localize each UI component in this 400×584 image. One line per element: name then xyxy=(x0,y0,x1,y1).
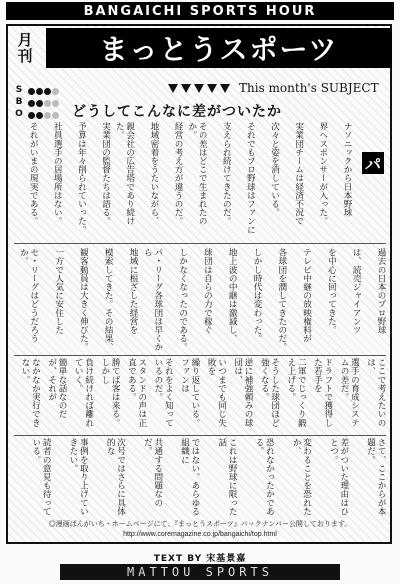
triangle-icon xyxy=(194,84,204,93)
article-column: 界へスポンサーが入った。 xyxy=(317,122,328,226)
article-column: 逆に補強頼みの球団は、 xyxy=(232,358,254,427)
article-column: 差がついた理由はひとつ。 xyxy=(328,438,349,516)
article-column: 社員選手の居場所はない。 xyxy=(52,122,63,226)
article-column: は、読売ジャイアンツ xyxy=(351,248,362,334)
tier-divider xyxy=(14,355,386,356)
sbo-dot xyxy=(36,112,43,119)
article-column: ではない。あらゆる組織に xyxy=(179,438,200,516)
article-column: それがいまの現実である。 xyxy=(28,122,39,226)
article-column: 予算は年々削られていった。 xyxy=(76,122,87,234)
triangle-icon xyxy=(181,84,191,93)
article-column: 負け続ければ離れていく。 xyxy=(73,358,94,427)
article-column: 地域に根ざした経営を xyxy=(128,248,139,334)
article-column: さて、ここからが本題だ。 xyxy=(365,438,386,516)
article-column: 勝てば客は来る。しかし xyxy=(99,358,121,427)
backnumber-note: ◎漫画ばんがいち・ホームページにて、『まっとうスポーツ』バックナンバー公開しております。 xyxy=(48,521,352,528)
triangle-icon xyxy=(220,84,230,93)
article-column: テレビ中継の放映権料が xyxy=(301,248,312,343)
masthead xyxy=(8,26,392,70)
article-column: 各球団を潤してきたのだ。 xyxy=(276,248,287,352)
article-column: いつまでも同じ失敗を xyxy=(206,358,227,427)
subject-label: This month's SUBJECT xyxy=(239,81,379,95)
sbo-count-dots xyxy=(28,86,60,122)
sbo-dot xyxy=(52,112,59,119)
monthly-mark xyxy=(10,28,40,68)
sbo-letters xyxy=(12,84,26,120)
sbo-dot xyxy=(28,112,35,119)
sbo-dot xyxy=(52,88,59,95)
article-column: 変わることを恐れたか、 xyxy=(291,438,312,516)
monthly-mark-char-1: 月 xyxy=(17,31,33,49)
bottom-banner: MATTOU SPORTS xyxy=(60,564,340,580)
article-column: 二軍でじっくり鍛え上げる。 xyxy=(285,358,307,427)
article-column: 球団は自らの力で稼ぐ xyxy=(202,248,213,334)
article-column: スタンドの声は正直である。 xyxy=(126,358,147,427)
author-credit: TEXT BY 宋基景嘉 xyxy=(153,554,247,564)
article-column: しかなくなったのである。 xyxy=(177,248,188,352)
article-column: ナソニックから日本野球 xyxy=(342,122,352,217)
triangle-icon xyxy=(168,84,178,93)
sbo-dot xyxy=(36,100,43,107)
article-column: 次々と姿を消している。 xyxy=(269,122,280,217)
article-column: 恐れなかったかである。 xyxy=(253,438,275,516)
article-column: 地域密着をうたいながら、 xyxy=(148,122,159,226)
article-column: ここで考えたいのは、 xyxy=(365,358,386,427)
sbo-dot xyxy=(44,100,51,107)
article-column: 読者の意見も待っている。 xyxy=(30,438,52,516)
article-column: 次号ではさらに具体的な xyxy=(105,438,126,516)
article-column: 模索してきた。その結果、 xyxy=(103,248,114,352)
article-column: 一方で人気に安住した xyxy=(53,248,64,334)
page-title: まっとうスポーツ xyxy=(46,28,392,68)
article-tier xyxy=(14,122,352,240)
sbo-letter-b: B xyxy=(15,97,23,107)
sbo-dot xyxy=(52,100,59,107)
subject-row xyxy=(168,80,388,96)
sbo-dot xyxy=(44,112,51,119)
article-column: 観客動員は大きく伸びた。 xyxy=(78,248,89,352)
sbo-dot xyxy=(28,88,35,95)
monthly-mark-char-2: 刊 xyxy=(17,47,33,65)
article-column: 支えられ続けてきたのだ。 xyxy=(221,122,232,226)
article-column: その差はどこで生まれたのか。 xyxy=(186,122,208,226)
article-tier xyxy=(14,248,386,352)
sbo-dot xyxy=(28,100,35,107)
article-column: 共通する問題なのだ。 xyxy=(142,438,163,507)
series-banner xyxy=(6,2,394,20)
article-column: セ・リーグはどうだろうか。 xyxy=(18,248,39,343)
article-column: 実業団チームは経済不況で xyxy=(293,122,304,226)
article-column: を中心に回ってきた。 xyxy=(326,248,337,334)
article-column: それをよく知っているのだ。 xyxy=(152,358,174,427)
sbo-dot xyxy=(36,88,43,95)
series-banner-text: BANGAICHI SPORTS HOUR xyxy=(83,3,317,19)
article-column: 簡単な話なのだが、それが xyxy=(46,358,68,419)
sbo-letter-s: S xyxy=(15,85,23,95)
initial-letter-badge: パ xyxy=(362,152,384,174)
article-column: それでもプロ野球はファンに xyxy=(245,122,256,234)
article-column: 繰り返している。ファンは xyxy=(179,358,200,427)
article-column: ドラフトで獲得した若手を xyxy=(312,358,333,427)
article-column: 事例を取り上げていきたい。 xyxy=(67,438,89,516)
tier-divider xyxy=(14,435,386,436)
sbo-dot xyxy=(44,88,51,95)
article-column: 選手の育成システムの差だ。 xyxy=(339,358,360,427)
article-headline: どうしてこんなに差がついたか xyxy=(72,104,282,120)
triangle-icon xyxy=(207,84,217,93)
article-column: そうした球団ほど強くなる。 xyxy=(259,358,280,427)
article-column: 過去の日本のプロ野球 xyxy=(376,248,386,334)
article-column: なかなか実行できない。 xyxy=(20,358,41,427)
article-column: 実業団の監督たちは語る。 xyxy=(100,122,111,226)
tier-divider xyxy=(14,243,386,244)
sbo-letter-o: O xyxy=(15,109,23,119)
article-column: パ・リーグ各球団は早くから xyxy=(142,248,163,352)
article-tier xyxy=(14,438,386,516)
article-column: これは野球に限った話 xyxy=(216,438,238,516)
homepage-url: http://www.coremagazine.co.jp/bangaichi/top.html xyxy=(123,531,277,538)
article-tier xyxy=(14,358,386,432)
article-column: 親会社の広告塔であり続けた。 xyxy=(114,122,135,226)
article-column: 地上波の中継は激減し、 xyxy=(227,248,238,343)
article-column: しかし時代は変わった。 xyxy=(252,248,263,343)
article-column: 経営の考え方が違うのだ。 xyxy=(173,122,184,226)
